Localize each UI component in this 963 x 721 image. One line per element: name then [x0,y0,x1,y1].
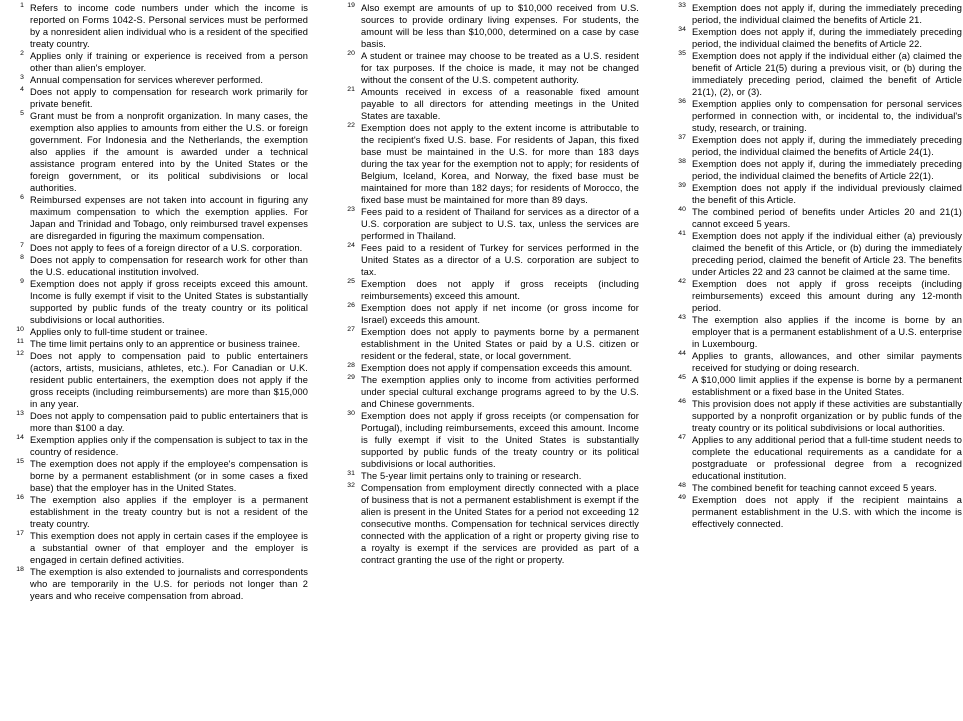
footnote-item [345,362,639,374]
footnote-number: 44 [678,350,686,357]
footnote-text: Exemption applies only if the compensation is subject to tax in the country of residence. [30,435,308,457]
footnote-number: 6 [20,194,24,201]
footnote-item [676,206,962,230]
footnote-number: 18 [16,566,24,573]
footnote-text: Exemption does not apply if the individual previously claimed the benefit of this Article. [692,183,962,205]
footnote-number: 15 [16,458,24,465]
footnote-number: 34 [678,26,686,33]
footnote-number: 32 [347,482,355,489]
footnote-item [676,398,962,434]
footnote-item [676,374,962,398]
footnote-number: 49 [678,494,686,501]
footnote-number: 22 [347,122,355,129]
footnote-text: Exemption does not apply if the individual either (a) previously claimed the benefit of this Article, or (b) during the immediately preceding period, claimed the benefit of Article 23. The benefits under Articles 22 and 23 cannot be claimed at the same time. [692,231,962,277]
footnote-number: 9 [20,278,24,285]
footnote-text: Applies only if training or experience is received from a person other than alien's employer. [30,51,308,73]
footnote-text: Exemption does not apply if, during the immediately preceding period, the individual claimed the benefits of Article 24(1). [692,135,962,157]
footnote-number: 19 [347,2,355,9]
footnote-text: Exemption does not apply if compensation exceeds this amount. [361,363,633,373]
footnote-item [676,2,962,26]
footnote-text: Does not apply to compensation for research work primarily for private benefit. [30,87,308,109]
footnote-number: 14 [16,434,24,441]
footnote-item [345,278,639,302]
footnote-number: 26 [347,302,355,309]
footnote-number: 27 [347,326,355,333]
footnote-column-3 [676,2,962,530]
footnote-text: Does not apply to compensation paid to public entertainers (actors, artists, musicians, athletes, etc.). For Canadian or U.K. resident public entertainers, the exemption does not apply if the gross receipts (including reimbursements) are more than $15,000 in any year. [30,351,308,409]
footnote-number: 16 [16,494,24,501]
footnote-text: Exemption applies only to compensation for personal services performed in connection with, or incidental to, the individual's study, research, or training. [692,99,962,133]
footnote-number: 10 [16,326,24,333]
footnote-item [14,566,308,602]
footnote-item [14,338,308,350]
footnote-text: Applies to grants, allowances, and other similar payments received for studying or doing research. [692,351,962,373]
footnote-column-2 [345,2,639,566]
footnote-text: Also exempt are amounts of up to $10,000 received from U.S. sources to provide ordinary living expenses. For students, the amount will be less than $10,000, determined on a case by case basis. [361,3,639,49]
footnote-number: 21 [347,86,355,93]
footnote-item [345,326,639,362]
footnote-number: 47 [678,434,686,441]
footnote-item [676,482,962,494]
footnote-number: 25 [347,278,355,285]
footnote-number: 30 [347,410,355,417]
footnote-item [345,374,639,410]
footnote-item [14,530,308,566]
footnote-text: Annual compensation for services wherever performed. [30,75,264,85]
footnote-item [14,86,308,110]
footnote-number: 43 [678,314,686,321]
footnote-number: 48 [678,482,686,489]
footnote-number: 5 [20,110,24,117]
footnote-number: 38 [678,158,686,165]
footnote-text: The combined benefit for teaching cannot exceed 5 years. [692,483,937,493]
footnote-number: 45 [678,374,686,381]
footnote-text: The exemption also applies if the employer is a permanent establishment in the treaty country but is not a resident of the treaty country. [30,495,308,529]
footnote-item [676,230,962,278]
footnote-item [676,182,962,206]
footnote-number: 41 [678,230,686,237]
footnote-number: 2 [20,50,24,57]
footnote-number: 3 [20,74,24,81]
footnote-item [345,470,639,482]
footnote-number: 24 [347,242,355,249]
footnote-item [345,302,639,326]
footnote-item [14,74,308,86]
footnote-text: Grant must be from a nonprofit organization. In many cases, the exemption also applies to amounts from either the U.S. or foreign government. For Indonesia and the Netherlands, the exemption also applies if the amount is awarded under a technical assistance program entered into by the United States or the foreign government, or its political subdivisions or local authorities. [30,111,308,193]
footnote-number: 4 [20,86,24,93]
footnote-item [676,50,962,98]
footnote-text: A $10,000 limit applies if the expense is borne by a permanent establishment or a fixed base in the United States. [692,375,962,397]
footnote-text: Does not apply to compensation paid to public entertainers that is more than $100 a day. [30,411,308,433]
footnote-text: Exemption does not apply to the extent income is attributable to the recipient's fixed U.S. base. For residents of Japan, this fixed base must be maintained in the U.S. for more than 183 days during the tax year for the exemption not to apply; for residents of Belgium, Iceland, Korea, and Norway, the fixed base must be maintained for more than 182 days; for residents of Morocco, the fixed base must be maintained for more than 89 days. [361,123,639,205]
footnote-item [14,194,308,242]
footnote-text: This exemption does not apply in certain cases if the employee is a substantial owner of that employer and the employer is engaged in certain defined activities. [30,531,308,565]
footnote-number: 33 [678,2,686,9]
footnote-number: 35 [678,50,686,57]
footnote-text: Applies only to full-time student or trainee. [30,327,208,337]
footnote-number: 13 [16,410,24,417]
footnote-number: 7 [20,242,24,249]
footnote-item [14,350,308,410]
footnote-item [14,494,308,530]
footnote-item [676,98,962,134]
footnote-text: Exemption does not apply if, during the immediately preceding period, the individual claimed the benefits of Article 22. [692,27,962,49]
footnote-item [676,434,962,482]
footnote-item [676,26,962,50]
footnote-text: This provision does not apply if these activities are substantially supported by a nonprofit organization or by public funds of the treaty country or its political subdivisions or local authorities. [692,399,962,433]
footnote-text: The 5-year limit pertains only to training or research. [361,471,582,481]
footnote-item [345,206,639,242]
footnote-number: 11 [16,338,24,345]
footnote-text: The exemption does not apply if the employee's compensation is borne by a permanent establishment (or in some cases a fixed base) that the employer has in the United States. [30,459,308,493]
footnote-item [14,110,308,194]
footnote-number: 46 [678,398,686,405]
footnote-number: 23 [347,206,355,213]
footnote-item [676,494,962,530]
footnote-text: Exemption does not apply if, during the immediately preceding period, the individual claimed the benefits of Article 22(1). [692,159,962,181]
footnote-item [14,434,308,458]
footnote-text: Fees paid to a resident of Turkey for services performed in the United States as a director of a U.S. corporation are subject to tax. [361,243,639,277]
footnote-item [676,158,962,182]
footnote-number: 39 [678,182,686,189]
footnote-text: Exemption does not apply if the recipient maintains a permanent establishment in the U.S. with which the income is effectively connected. [692,495,962,529]
footnote-item [345,2,639,50]
footnote-number: 29 [347,374,355,381]
footnote-item [345,50,639,86]
footnote-text: Applies to any additional period that a full-time student needs to complete the educational requirements as a candidate for a postgraduate or professional degree from a recognized educational institution. [692,435,962,481]
footnote-number: 37 [678,134,686,141]
footnote-number: 42 [678,278,686,285]
footnote-item [676,350,962,374]
footnote-item [345,86,639,122]
footnote-text: Exemption does not apply if, during the immediately preceding period, the individual claimed the benefits of Article 21. [692,3,962,25]
footnote-text: Amounts received in excess of a reasonable fixed amount payable to all directors for attending meetings in the United States are taxable. [361,87,639,121]
footnote-item [676,314,962,350]
footnote-item [14,242,308,254]
footnote-number: 31 [347,470,355,477]
footnote-number: 1 [20,2,24,9]
footnote-item [14,326,308,338]
footnote-text: Exemption does not apply if gross receipts (or compensation for Portugal), including reimbursements, exceed this amount. Income is fully exempt if visit to the United States is substantially supported by public funds of the treaty country or its political subdivisions or local authorities. [361,411,639,469]
footnote-text: A student or trainee may choose to be treated as a U.S. resident for tax purposes. If the choice is made, it may not be changed without the consent of the U.S. competent authority. [361,51,639,85]
footnote-text: The exemption also applies if the income is borne by an employer that is a permanent establishment of a U.S. enterprise in Luxembourg. [692,315,962,349]
footnote-text: Exemption does not apply if gross receipts (including reimbursements) exceed this amount. [361,279,639,301]
footnote-item [676,278,962,314]
footnote-text: Exemption does not apply if gross receipts (including reimbursements) exceed this amount during any 12-month period. [692,279,962,313]
footnote-number: 8 [20,254,24,261]
footnote-text: Reimbursed expenses are not taken into account in figuring any maximum compensation to which the exemption applies. For Japan and Trinidad and Tobago, only reimbursed travel expenses are disregarded in figuring the maximum compensation. [30,195,308,241]
footnote-text: The combined period of benefits under Articles 20 and 21(1) cannot exceed 5 years. [692,207,962,229]
footnote-text: Refers to income code numbers under which the income is reported on Forms 1042-S. Personal services must be performed by a nonresident alien individual who is a resident of the specified treaty country. [30,3,308,49]
footnote-item [676,134,962,158]
footnote-text: Fees paid to a resident of Thailand for services as a director of a U.S. corporation are subject to U.S. tax, unless the services are performed in Thailand. [361,207,639,241]
footnote-item [14,410,308,434]
footnote-item [14,458,308,494]
footnote-item [345,122,639,206]
footnote-item [14,2,308,50]
footnote-text: Does not apply to compensation for research work for other than the U.S. educational institution involved. [30,255,308,277]
footnote-item [345,242,639,278]
footnote-text: Exemption does not apply to payments borne by a permanent establishment in the United States or paid by a U.S. citizen or resident or the federal, state, or local government. [361,327,639,361]
footnote-number: 12 [16,350,24,357]
footnote-item [14,278,308,326]
footnote-number: 17 [16,530,24,537]
footnote-item [14,254,308,278]
footnote-column-1 [14,2,308,602]
footnote-text: Compensation from employment directly connected with a place of business that is not a permanent establishment is exempt if the alien is present in the United States for a period not exceeding 12 consecutive months. Compensation for technical services directly connected with the application of a right or property giving rise to a royalty is exempt if the services are provided as part of a contract granting the use of the right or property. [361,483,639,565]
footnote-number: 20 [347,50,355,57]
footnote-item [14,50,308,74]
footnote-number: 28 [347,362,355,369]
footnote-item [345,410,639,470]
footnote-text: Exemption does not apply if gross receipts exceed this amount. Income is fully exempt if visit to the United States is substantially supported by public funds of the treaty country or its political subdivisions or local authorities. [30,279,308,325]
footnote-item [345,482,639,566]
footnote-text: Does not apply to fees of a foreign director of a U.S. corporation. [30,243,303,253]
footnote-text: Exemption does not apply if the individual either (a) claimed the benefit of Article 21(5) during a previous visit, or (b) during the immediately preceding period, claimed the benefit of Article 21(1), (2), or (3). [692,51,962,97]
footnote-number: 40 [678,206,686,213]
footnote-text: Exemption does not apply if net income (or gross income for Israel) exceeds this amount. [361,303,639,325]
footnote-text: The exemption is also extended to journalists and correspondents who are temporarily in the U.S. for periods not longer than 2 years and who receive compensation from abroad. [30,567,308,601]
footnote-number: 36 [678,98,686,105]
footnote-text: The time limit pertains only to an apprentice or business trainee. [30,339,301,349]
footnote-text: The exemption applies only to income from activities performed under special cultural exchange programs agreed to by the U.S. and Chinese governments. [361,375,639,409]
